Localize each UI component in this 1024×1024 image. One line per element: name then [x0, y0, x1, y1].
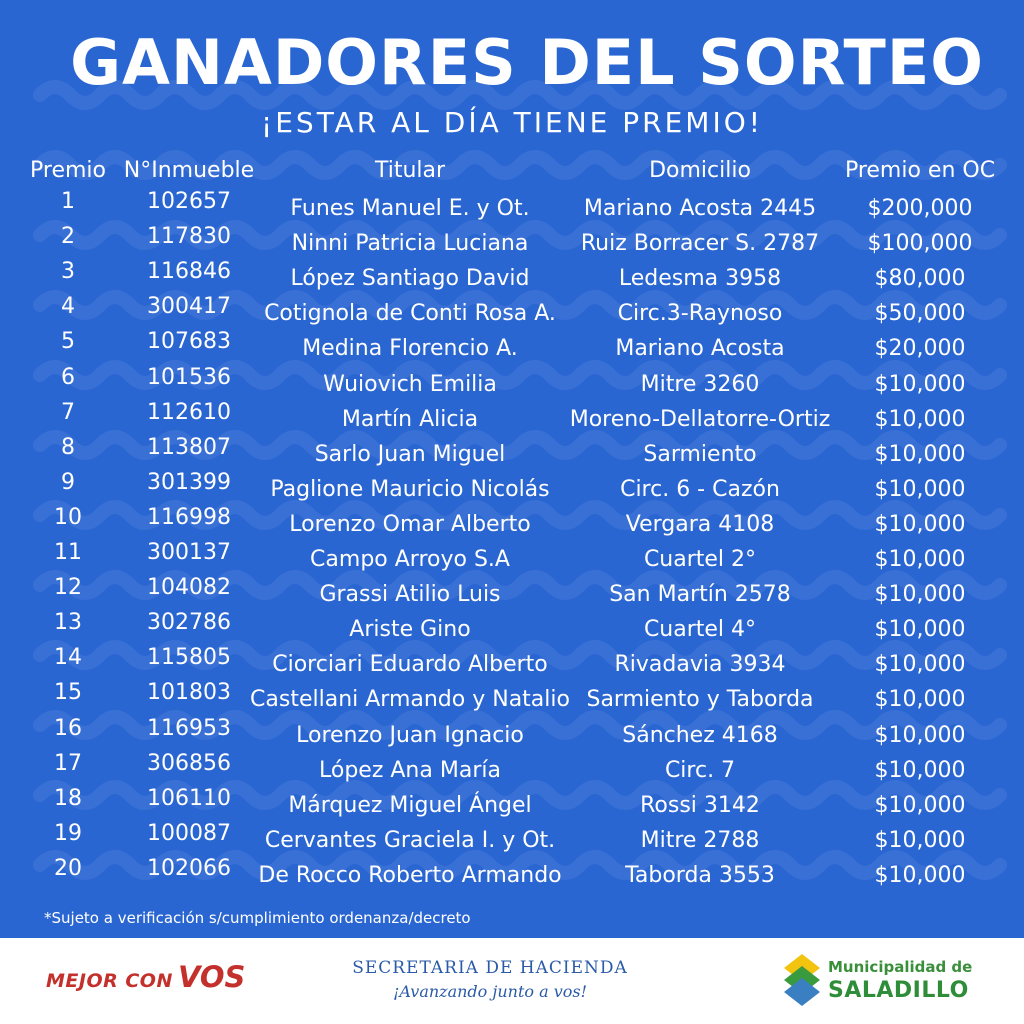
cell-holder: Funes Manuel E. y Ot. [290, 196, 530, 221]
cell-prize: $10,000 [874, 582, 966, 607]
cell-holder: Ninni Patricia Luciana [291, 231, 529, 256]
cell-property-id: 302786 [147, 610, 231, 635]
diamond-logo-icon [782, 952, 822, 1008]
cell-prize: $10,000 [874, 407, 966, 432]
cell-holder: Campo Arroyo S.A [310, 547, 510, 572]
cell-address: San Martín 2578 [609, 582, 791, 607]
cell-rank: 6 [61, 365, 75, 390]
cell-address: Moreno-Dellatorre-Ortiz [569, 407, 831, 432]
cell-rank: 18 [54, 786, 82, 811]
cell-rank: 1 [61, 189, 75, 214]
header-address: Domicilio [649, 158, 751, 183]
cell-rank: 13 [54, 610, 82, 635]
header-prize: Premio en OC [844, 158, 996, 183]
cell-rank: 9 [61, 470, 75, 495]
cell-address: Ledesma 3958 [618, 266, 782, 291]
cell-address: Sarmiento y Taborda [586, 687, 814, 712]
cell-address: Cuartel 2° [643, 547, 757, 572]
cell-holder: López Ana María [319, 758, 501, 783]
cell-prize: $10,000 [874, 828, 966, 853]
cell-property-id: 116998 [147, 505, 231, 530]
municipality-logo [782, 948, 982, 1014]
cell-rank: 7 [61, 400, 75, 425]
cell-property-id: 117830 [147, 224, 231, 249]
cell-prize: $10,000 [874, 687, 966, 712]
cell-rank: 15 [54, 680, 82, 705]
cell-property-id: 300417 [147, 294, 231, 319]
logo-line1: Municipalidad de [828, 958, 973, 976]
cell-holder: Paglione Mauricio Nicolás [270, 477, 550, 502]
footnote: *Sujeto a verificación s/cumplimiento ordenanza/decreto [44, 909, 471, 927]
cell-rank: 12 [54, 575, 82, 600]
cell-holder: López Santiago David [290, 266, 530, 291]
cell-address: Sarmiento [643, 442, 757, 467]
cell-holder: Martín Alicia [341, 407, 479, 432]
cell-prize: $200,000 [867, 196, 973, 221]
cell-address: Mitre 2788 [640, 828, 760, 853]
cell-rank: 17 [54, 751, 82, 776]
cell-holder: Ariste Gino [349, 617, 471, 642]
slogan-part1: MEJOR CON [46, 970, 173, 992]
logo-line2: SALADILLO [828, 978, 969, 1003]
page-subtitle: ¡ESTAR AL DÍA TIENE PREMIO! [261, 106, 763, 139]
cell-address: Circ. 6 - Cazón [620, 477, 780, 502]
cell-property-id: 116953 [147, 716, 231, 741]
cell-property-id: 106110 [147, 786, 231, 811]
cell-address: Circ.3-Raynoso [617, 301, 783, 326]
cell-property-id: 101803 [147, 680, 231, 705]
cell-rank: 19 [54, 821, 82, 846]
cell-property-id: 306856 [147, 751, 231, 776]
page-title: GANADORES DEL SORTEO [70, 26, 984, 99]
cell-address: Rivadavia 3934 [614, 652, 786, 677]
cell-rank: 8 [61, 435, 75, 460]
cell-prize: $10,000 [874, 512, 966, 537]
cell-rank: 16 [54, 716, 82, 741]
cell-prize: $20,000 [874, 336, 966, 361]
cell-property-id: 113807 [147, 435, 231, 460]
cell-holder: Wuiovich Emilia [323, 372, 497, 397]
cell-address: Circ. 7 [664, 758, 736, 783]
cell-rank: 14 [54, 645, 82, 670]
cell-address: Cuartel 4° [643, 617, 757, 642]
department-block [300, 958, 680, 1001]
cell-prize: $10,000 [874, 723, 966, 748]
footer [0, 938, 1024, 1024]
cell-property-id: 102066 [147, 856, 231, 881]
cell-address: Ruiz Borracer S. 2787 [580, 231, 820, 256]
cell-rank: 10 [54, 505, 82, 530]
cell-property-id: 112610 [147, 400, 231, 425]
cell-rank: 4 [61, 294, 75, 319]
cell-prize: $10,000 [874, 547, 966, 572]
cell-address: Sánchez 4168 [622, 723, 778, 748]
cell-prize: $10,000 [874, 863, 966, 888]
cell-holder: Medina Florencio A. [302, 336, 518, 361]
cell-property-id: 101536 [147, 365, 231, 390]
cell-property-id: 115805 [147, 645, 231, 670]
cell-holder: Cotignola de Conti Rosa A. [264, 301, 556, 326]
cell-prize: $100,000 [867, 231, 973, 256]
department-name: SECRETARIA DE HACIENDA [352, 958, 628, 978]
cell-holder: Ciorciari Eduardo Alberto [272, 652, 548, 677]
cell-rank: 3 [61, 259, 75, 284]
cell-rank: 2 [61, 224, 75, 249]
cell-prize: $10,000 [874, 758, 966, 783]
cell-address: Mariano Acosta [615, 336, 785, 361]
cell-holder: Cervantes Graciela I. y Ot. [264, 828, 556, 853]
cell-rank: 5 [61, 329, 75, 354]
cell-holder: Lorenzo Omar Alberto [289, 512, 531, 537]
cell-prize: $10,000 [874, 477, 966, 502]
slogan-part2: VOS [177, 960, 246, 994]
cell-holder: Lorenzo Juan Ignacio [296, 723, 524, 748]
header-holder: Titular [374, 158, 446, 183]
cell-holder: Márquez Miguel Ángel [288, 793, 532, 818]
cell-holder: De Rocco Roberto Armando [258, 863, 562, 888]
cell-rank: 20 [54, 856, 82, 881]
cell-address: Mitre 3260 [640, 372, 760, 397]
table-row [0, 856, 1024, 893]
cell-holder: Castellani Armando y Natalio [250, 687, 570, 712]
cell-address: Vergara 4108 [625, 512, 775, 537]
cell-property-id: 102657 [147, 189, 231, 214]
cell-prize: $80,000 [874, 266, 966, 291]
cell-holder: Grassi Atilio Luis [319, 582, 501, 607]
cell-property-id: 100087 [147, 821, 231, 846]
department-tagline: ¡Avanzando junto a vos! [392, 982, 588, 1001]
cell-address: Taborda 3553 [625, 863, 775, 888]
header-rank: Premio [30, 158, 106, 183]
cell-rank: 11 [54, 540, 82, 565]
cell-prize: $10,000 [874, 652, 966, 677]
table-header [0, 154, 1024, 188]
cell-holder: Sarlo Juan Miguel [314, 442, 506, 467]
cell-prize: $10,000 [874, 793, 966, 818]
cell-property-id: 300137 [147, 540, 231, 565]
cell-prize: $10,000 [874, 617, 966, 642]
cell-prize: $10,000 [874, 442, 966, 467]
cell-property-id: 107683 [147, 329, 231, 354]
slogan-logo [46, 960, 245, 994]
cell-address: Mariano Acosta 2445 [583, 196, 817, 221]
cell-address: Rossi 3142 [640, 793, 760, 818]
cell-prize: $50,000 [874, 301, 966, 326]
header-property-id: N°Inmueble [123, 158, 255, 183]
cell-prize: $10,000 [874, 372, 966, 397]
cell-property-id: 104082 [147, 575, 231, 600]
cell-property-id: 116846 [147, 259, 231, 284]
cell-property-id: 301399 [147, 470, 231, 495]
